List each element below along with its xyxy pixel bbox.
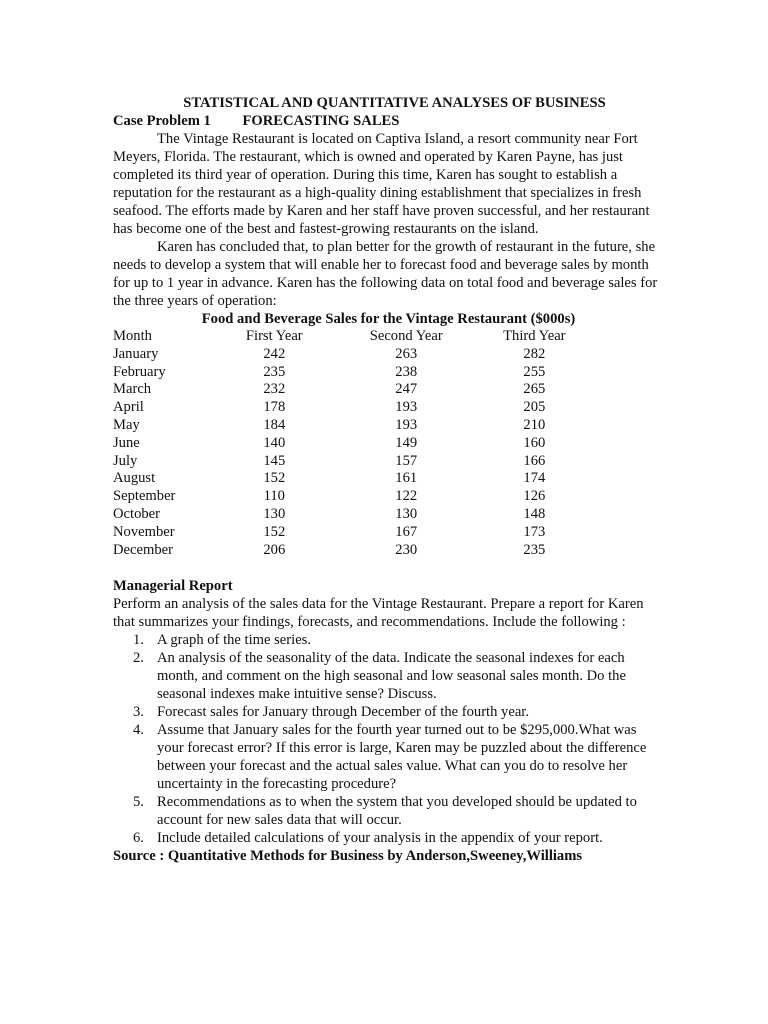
second-year-cell: 149: [395, 434, 418, 451]
table-row: [113, 346, 593, 364]
second-year-cell: 130: [395, 505, 418, 522]
first-year-cell: 184: [263, 416, 286, 433]
second-year-cell: 247: [395, 381, 418, 398]
sales-table: [113, 328, 593, 559]
first-year-cell: 145: [263, 452, 286, 469]
first-year-cell: 206: [263, 541, 286, 558]
report-intro: Perform an analysis of the sales data for the Vintage Restaurant. Prepare a report for Karen that summarizes your findings, forecasts, and recommendations. Include the following :: [113, 596, 644, 631]
list-item-text: An analysis of the seasonality of the data. Indicate the seasonal indexes for each month, and comment on the high seasonal and low seasonal sales month. Do the seasonal indexes make intuitive sense? Discuss.: [157, 650, 626, 703]
table-row: [113, 399, 593, 417]
third-year-cell: 126: [523, 488, 546, 505]
second-year-cell: 122: [395, 488, 418, 505]
month-cell: March: [113, 381, 152, 398]
second-year-cell: 230: [395, 541, 418, 558]
list-item: [113, 649, 658, 703]
third-year-cell: 174: [523, 470, 546, 487]
second-year-cell: 263: [395, 345, 418, 362]
list-item-number: 2.: [133, 650, 144, 667]
month-cell: February: [113, 363, 166, 380]
table-title: Food and Beverage Sales for the Vintage Restaurant ($000s): [201, 311, 576, 327]
first-year-cell: 232: [263, 381, 286, 398]
document-title: STATISTICAL AND QUANTITATIVE ANALYSES OF BUSINESS: [183, 95, 606, 111]
case-heading: [113, 112, 658, 130]
third-year-cell: 148: [523, 505, 546, 522]
month-cell: November: [113, 523, 175, 540]
third-year-cell: 205: [523, 399, 546, 416]
month-cell: October: [113, 505, 161, 522]
month-cell: January: [113, 345, 159, 362]
list-item-text: A graph of the time series.: [157, 632, 312, 649]
third-year-cell: 255: [523, 363, 546, 380]
third-year-cell: 265: [523, 381, 546, 398]
table-row: [113, 470, 593, 488]
second-year-cell: 167: [395, 523, 418, 540]
month-cell: April: [113, 399, 144, 416]
first-year-cell: 152: [263, 523, 286, 540]
second-year-cell: 193: [395, 399, 418, 416]
list-item: [113, 703, 658, 721]
list-item: [113, 631, 658, 649]
month-cell: December: [113, 541, 173, 558]
table-row: [113, 417, 593, 435]
list-item: [113, 793, 658, 829]
list-item-number: 6.: [133, 830, 144, 847]
third-year-cell: 173: [523, 523, 546, 540]
table-row: [113, 542, 593, 560]
intro-paragraph: The Vintage Restaurant is located on Captiva Island, a resort community near Fort Meyers, Florida. The restaurant, which is owned and operated by Karen Payne, has just completed its third year of operation. During this time, Karen has sought to establish a reputation for the restaurant as a high-quality dining establishment that specializes in fresh seafood. The efforts made by Karen and her staff have proven successful, and her restaurant has become one of the best and fastest-growing restaurants on the island.: [113, 131, 650, 237]
third-year-cell: 235: [523, 541, 546, 558]
month-cell: June: [113, 434, 140, 451]
third-year-cell: 282: [523, 345, 546, 362]
list-item: [113, 721, 658, 793]
table-row: [113, 524, 593, 542]
third-year-cell: 210: [523, 416, 546, 433]
table-row: [113, 364, 593, 382]
table-row: [113, 488, 593, 506]
month-cell: May: [113, 416, 140, 433]
second-year-cell: 161: [395, 470, 418, 487]
second-year-cell: 193: [395, 416, 418, 433]
table-header-row: [113, 328, 593, 346]
third-year-cell: 166: [523, 452, 546, 469]
case-label: Case Problem 1: [113, 113, 211, 129]
table-row: [113, 453, 593, 471]
header-month: Month: [113, 328, 152, 344]
first-year-cell: 242: [263, 345, 286, 362]
table-row: [113, 435, 593, 453]
first-year-cell: 130: [263, 505, 286, 522]
task-list: [113, 631, 658, 847]
list-item-number: 5.: [133, 794, 144, 811]
list-item-text: Recommendations as to when the system that you developed should be updated to account for new sales data that will occur.: [157, 794, 637, 829]
list-item: [113, 829, 658, 847]
list-item-number: 3.: [133, 704, 144, 721]
table-row: [113, 506, 593, 524]
month-cell: September: [113, 488, 176, 505]
month-cell: August: [113, 470, 156, 487]
first-year-cell: 110: [263, 488, 285, 505]
first-year-cell: 178: [263, 399, 286, 416]
list-item-number: 4.: [133, 722, 144, 739]
case-topic: FORECASTING SALES: [242, 113, 400, 129]
document-body: [113, 94, 658, 865]
header-second-year: Second Year: [369, 328, 443, 344]
third-year-cell: 160: [523, 434, 546, 451]
first-year-cell: 140: [263, 434, 286, 451]
second-year-cell: 238: [395, 363, 418, 380]
header-first-year: First Year: [245, 328, 303, 344]
source-citation: Source : Quantitative Methods for Business by Anderson,Sweeney,Williams: [113, 848, 583, 865]
report-heading: Managerial Report: [113, 578, 233, 595]
first-year-cell: 152: [263, 470, 286, 487]
month-cell: July: [113, 452, 138, 469]
header-third-year: Third Year: [503, 328, 566, 344]
second-year-cell: 157: [395, 452, 418, 469]
list-item-number: 1.: [133, 632, 144, 649]
table-row: [113, 381, 593, 399]
list-item-text: Include detailed calculations of your analysis in the appendix of your report.: [157, 830, 603, 847]
requirement-paragraph: Karen has concluded that, to plan better for the growth of restaurant in the future, she needs to develop a system that will enable her to forecast food and beverage sales by month for up to 1 year in advance. Karen has the following data on total food and beverage sales for the three years of operation:: [113, 239, 658, 309]
list-item-text: Forecast sales for January through December of the fourth year.: [157, 704, 530, 721]
first-year-cell: 235: [263, 363, 286, 380]
list-item-text: Assume that January sales for the fourth year turned out to be $295,000.What was your forecast error? If this error is large, Karen may be puzzled about the difference between your forecast and the actual sales value. What can you do to resolve her uncertainty in the forecasting procedure?: [157, 722, 647, 793]
